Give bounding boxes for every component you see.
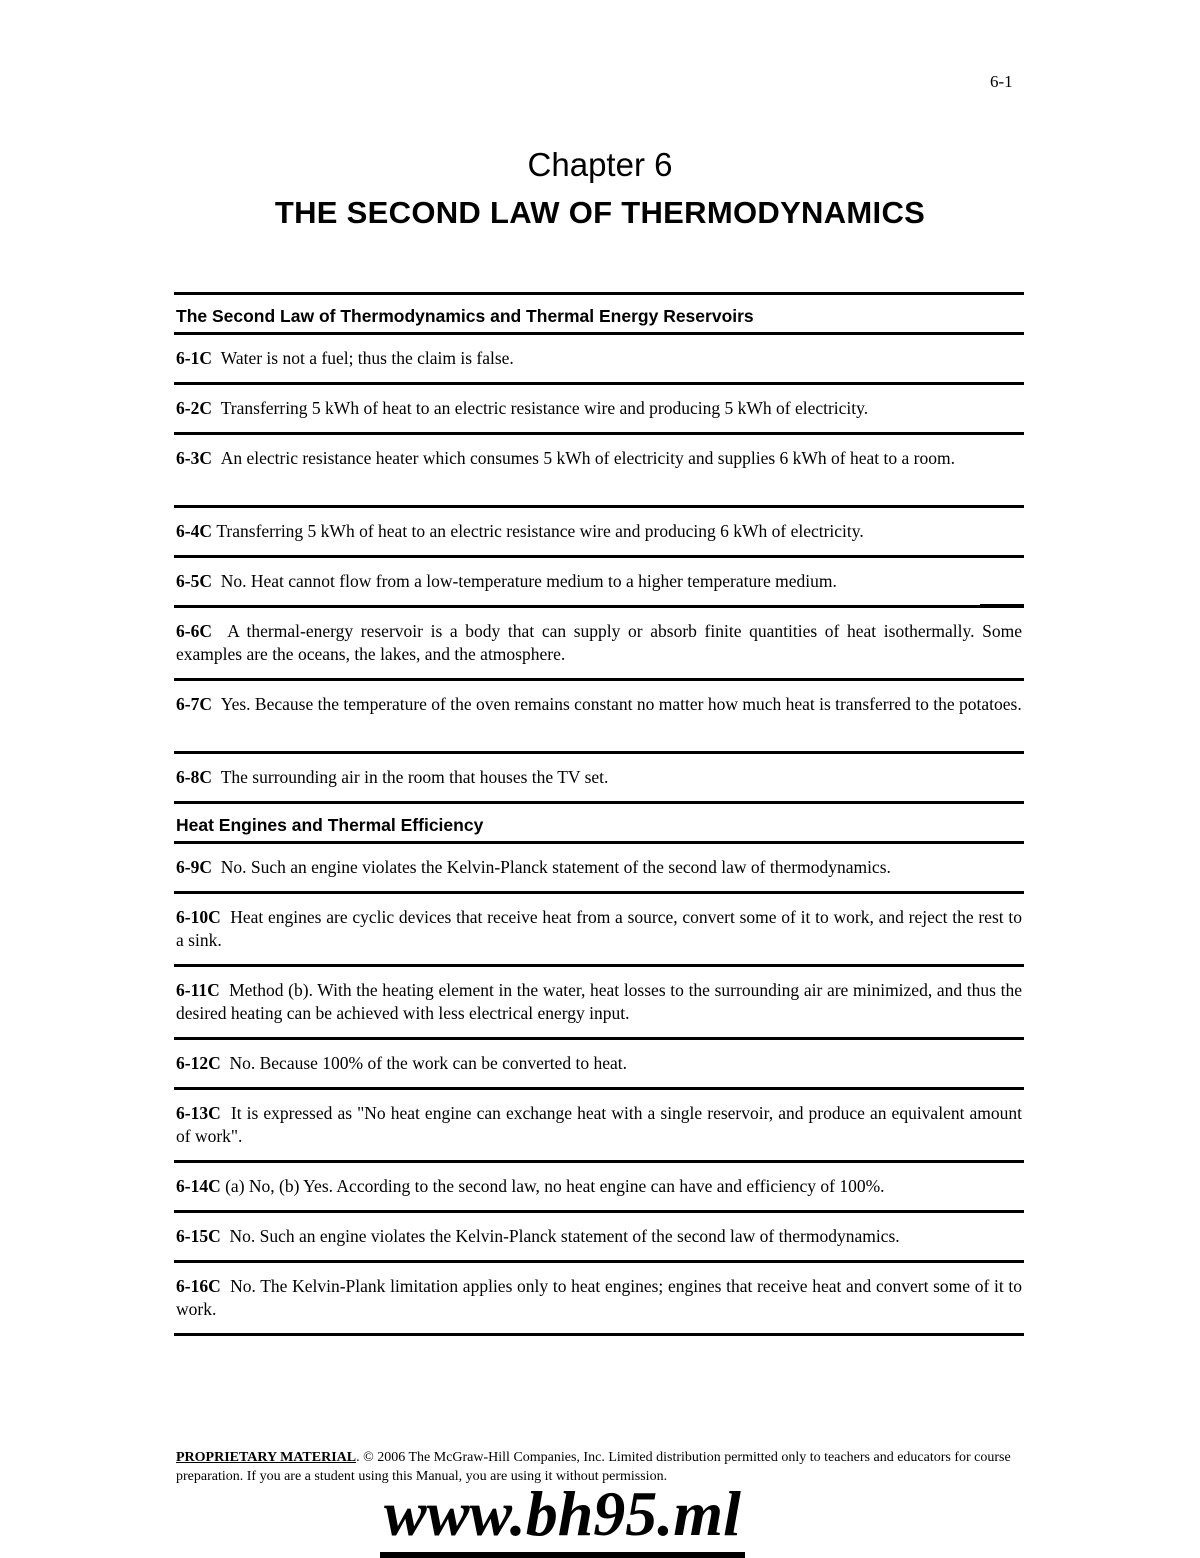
- problem-answer: No. Heat cannot flow from a low-temperature medium to a higher temperature medium.: [220, 571, 837, 591]
- problem-answer: The surrounding air in the room that houses the TV set.: [220, 767, 609, 787]
- problem-number: 6-2C: [176, 398, 212, 418]
- watermark-url: www.bh95.ml: [380, 1476, 745, 1558]
- problem-entry: [174, 608, 1024, 678]
- problem-answer: No. Such an engine violates the Kelvin-Planck statement of the second law of thermodynamics.: [220, 857, 891, 877]
- problem-entry: [174, 681, 1024, 751]
- problem-number: 6-8C: [176, 767, 212, 787]
- problem-entry: [174, 335, 1024, 382]
- page-number: 6-1: [990, 72, 1013, 91]
- problem-answer: Heat engines are cyclic devices that receive heat from a source, convert some of it to work, and reject the rest to a sink.: [176, 907, 1022, 950]
- solutions-list: [174, 292, 1024, 1336]
- problem-number: 6-1C: [176, 348, 212, 368]
- problem-entry: [174, 558, 1024, 605]
- problem-answer: A thermal-energy reservoir is a body that can supply or absorb finite quantities of heat isothermally. Some examples are the oceans, the lakes, and the atmosphere.: [176, 621, 1023, 664]
- chapter-title: Chapter 6: [527, 146, 673, 183]
- problem-number: 6-15C: [176, 1226, 221, 1246]
- problem-number: 6-11C: [176, 980, 220, 1000]
- problem-entry: [174, 844, 1024, 891]
- problem-answer: It is expressed as "No heat engine can exchange heat with a single reservoir, and produce an equivalent amount of work".: [176, 1103, 1023, 1146]
- problem-number: 6-14C: [176, 1176, 221, 1196]
- problem-entry: [174, 1040, 1024, 1087]
- problem-number: 6-7C: [176, 694, 212, 714]
- problem-answer: An electric resistance heater which consumes 5 kWh of electricity and supplies 6 kWh of heat to a room.: [220, 448, 955, 468]
- problem-answer: Transferring 5 kWh of heat to an electric resistance wire and producing 5 kWh of electricity.: [220, 398, 869, 418]
- problem-entry: [174, 894, 1024, 964]
- problem-number: 6-16C: [176, 1276, 221, 1296]
- problem-entry: [174, 385, 1024, 432]
- problem-number: 6-10C: [176, 907, 221, 927]
- section-heading: The Second Law of Thermodynamics and Thermal Energy Reservoirs: [176, 306, 754, 326]
- problem-entry: [174, 1163, 1024, 1210]
- problem-entry: [174, 1213, 1024, 1260]
- problem-number: 6-12C: [176, 1053, 221, 1073]
- problem-number: 6-6C: [176, 621, 212, 641]
- problem-answer: Water is not a fuel; thus the claim is false.: [220, 348, 514, 368]
- problem-answer: Yes. Because the temperature of the oven remains constant no matter how much heat is transferred to the potatoes.: [220, 694, 1022, 714]
- problem-answer: Method (b). With the heating element in the water, heat losses to the surrounding air are minimized, and thus the desired heating can be achieved with less electrical energy input.: [176, 980, 1023, 1023]
- problem-number: 6-3C: [176, 448, 212, 468]
- chapter-subtitle: THE SECOND LAW OF THERMODYNAMICS: [274, 195, 926, 230]
- problem-number: 6-13C: [176, 1103, 221, 1123]
- problem-answer: No. Such an engine violates the Kelvin-Planck statement of the second law of thermodynamics.: [229, 1226, 900, 1246]
- section-heading: Heat Engines and Thermal Efficiency: [176, 815, 484, 835]
- problem-answer: (a) No, (b) Yes. According to the second law, no heat engine can have and efficiency of 100%.: [225, 1176, 885, 1196]
- proprietary-label: PROPRIETARY MATERIAL: [176, 1450, 357, 1465]
- problem-entry: [174, 754, 1024, 801]
- problem-answer: Transferring 5 kWh of heat to an electric resistance wire and producing 6 kWh of electricity.: [216, 521, 864, 541]
- problem-entry: [174, 508, 1024, 555]
- problem-answer: No. The Kelvin-Plank limitation applies only to heat engines; engines that receive heat and convert some of it to work.: [176, 1276, 1023, 1319]
- copyright-text: . © 2006 The McGraw-Hill Companies, Inc. Limited distribution permitted only to teachers and educators for course preparation. If you are a student using this Manual, you are using it without permission.: [176, 1450, 1011, 1484]
- problem-number: 6-9C: [176, 857, 212, 877]
- divider: [174, 1333, 1024, 1336]
- problem-entry: [174, 435, 1024, 505]
- problem-number: 6-5C: [176, 571, 212, 591]
- problem-entry: [174, 967, 1024, 1037]
- problem-entry: [174, 1263, 1024, 1333]
- problem-answer: No. Because 100% of the work can be converted to heat.: [229, 1053, 627, 1073]
- problem-entry: [174, 1090, 1024, 1160]
- problem-number: 6-4C: [176, 521, 212, 541]
